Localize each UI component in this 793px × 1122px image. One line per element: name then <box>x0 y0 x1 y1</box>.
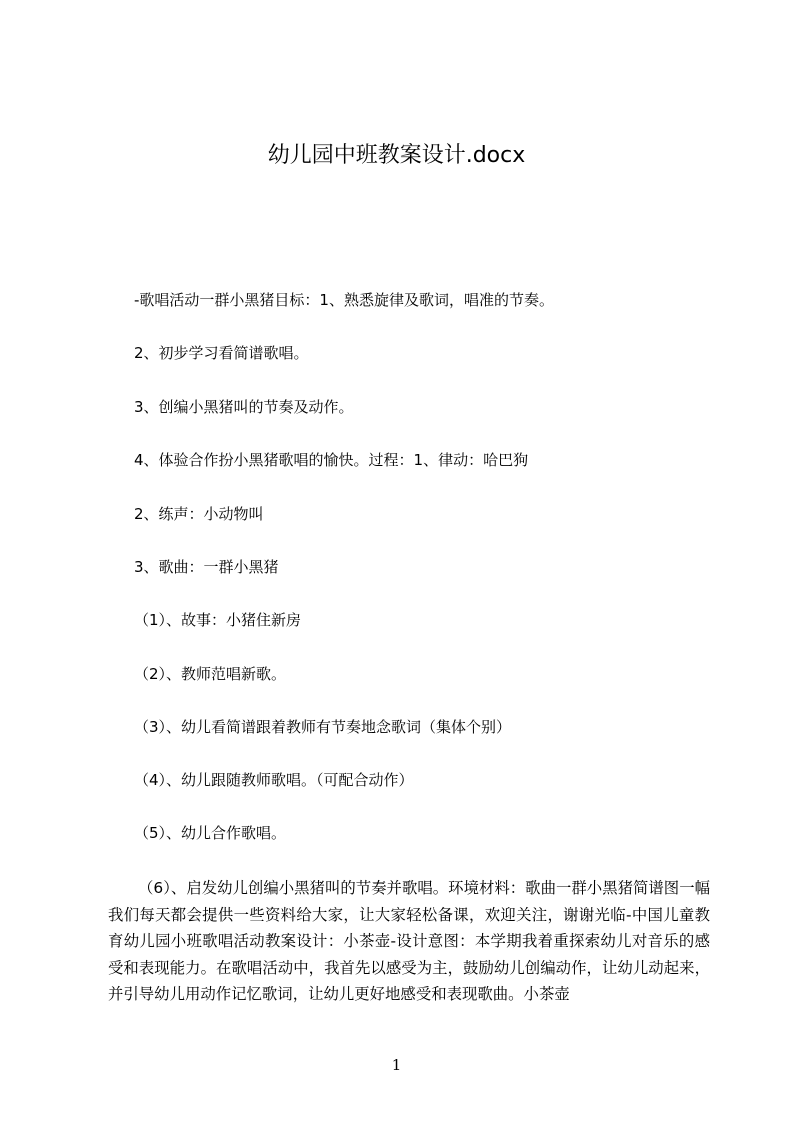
text-line: （1）、故事：小猪住新房 <box>134 611 302 629</box>
text-line: 2、初步学习看简谱歌唱。 <box>134 344 309 362</box>
body-paragraph: （6）、启发幼儿创编小黑猪叫的节奏并歌唱。环境材料：歌曲一群小黑猪简谱图一幅我们每天都会提供一些资料给大家，让大家轻松备课，欢迎关注，谢谢光临-中国儿童教育幼儿园小班歌唱活动教案设计：小茶壶-设计意图：本学期我着重探索幼儿对音乐的感受和表现能力。在歌唱活动中，我首先以感受为主，鼓励幼儿创编动作，让幼儿动起来，并引导幼儿用动作记忆歌词，让幼儿更好地感受和表现歌曲。小茶壶 <box>108 879 710 1004</box>
text-line: 3、创编小黑猪叫的节奏及动作。 <box>134 398 354 416</box>
text-line: （4）、幼儿跟随教师歌唱。（可配合动作） <box>134 771 414 789</box>
text-line: （5）、幼儿合作歌唱。 <box>134 824 287 842</box>
text-line: 4、体验合作扮小黑猪歌唱的愉快。过程：1、律动：哈巴狗 <box>134 451 529 469</box>
text-line: 3、歌曲：一群小黑猪 <box>134 558 279 576</box>
text-line: 2、练声：小动物叫 <box>134 505 264 523</box>
page-number: 1 <box>391 1056 402 1074</box>
document-title: 幼儿园中班教案设计.docx <box>267 143 526 168</box>
text-line: （3）、幼儿看简谱跟着教师有节奏地念歌词（集体个别） <box>134 718 512 736</box>
text-line: （2）、教师范唱新歌。 <box>134 665 287 683</box>
text-line: -歌唱活动一群小黑猪目标：1、熟悉旋律及歌词，唱准的节奏。 <box>134 291 554 309</box>
